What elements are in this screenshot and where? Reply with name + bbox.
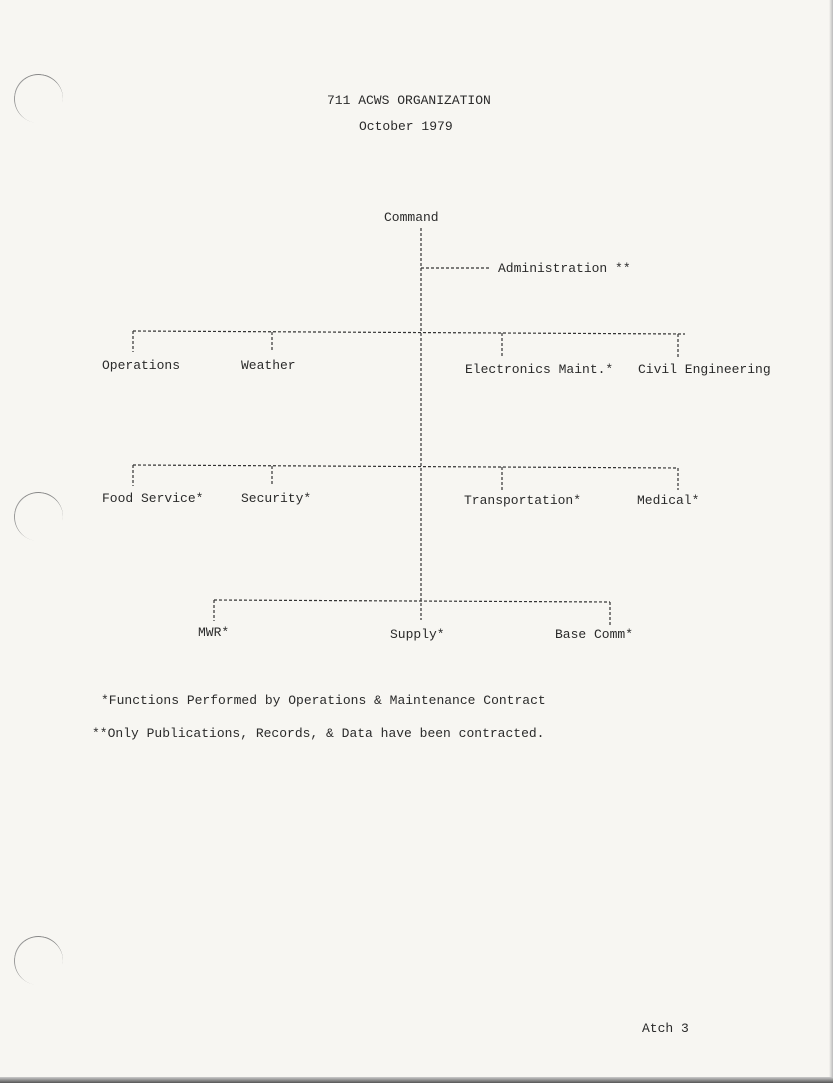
node-administration: Administration ** (498, 261, 631, 276)
page-edge-bottom (0, 1077, 833, 1083)
node-operations: Operations (102, 358, 181, 373)
node-supply: Supply* (390, 627, 445, 642)
footnote-single-asterisk: *Functions Performed by Operations & Maintenance Contract (101, 693, 546, 708)
page-edge-right (829, 0, 833, 1083)
row2-bar (133, 465, 678, 468)
attachment-label: Atch 3 (642, 1021, 689, 1036)
node-base-comm: Base Comm* (555, 627, 634, 642)
node-security: Security* (241, 491, 312, 506)
node-weather: Weather (241, 358, 296, 373)
row1-bar (133, 331, 685, 334)
node-transportation: Transportation* (464, 493, 582, 508)
document-date: October 1979 (359, 119, 453, 134)
document-title: 711 ACWS ORGANIZATION (327, 93, 491, 108)
node-command: Command (384, 210, 439, 225)
footnote-double-asterisk: **Only Publications, Records, & Data have been contracted. (92, 726, 545, 741)
node-electronics-maint: Electronics Maint.* (465, 362, 614, 377)
row3-bar (214, 600, 610, 602)
node-medical: Medical* (637, 493, 700, 508)
node-civil-engineering: Civil Engineering (638, 362, 771, 377)
node-mwr: MWR* (198, 625, 230, 640)
node-food-service: Food Service* (102, 491, 204, 506)
